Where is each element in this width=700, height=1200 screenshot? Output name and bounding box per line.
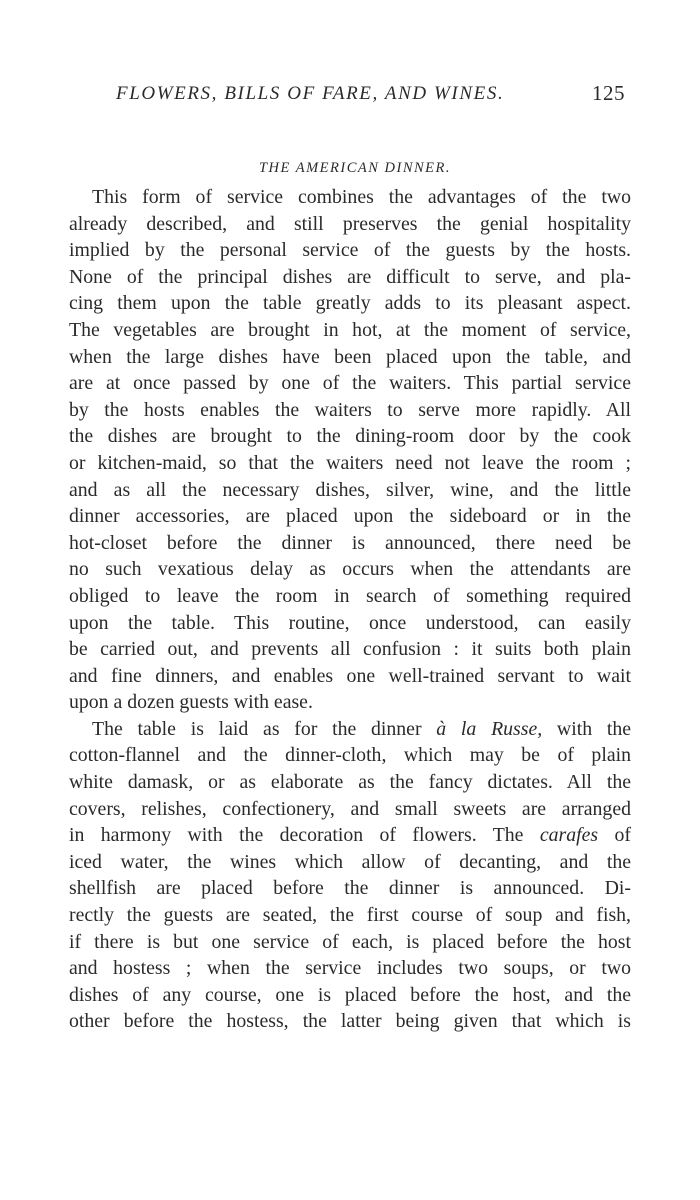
text-run: The table is laid as for the dinner [92, 717, 437, 740]
text-line: if there is but one service of each, is placed before the host [69, 930, 631, 953]
text-line: obliged to leave the room in search of something required [69, 584, 631, 607]
text-line: upon a dozen guests with ease. [69, 691, 313, 714]
text-line: already described, and still preserves the genial hospitality [69, 212, 631, 235]
text-line: covers, relishes, confectionery, and small sweets are arranged [69, 797, 631, 820]
text-run: in harmony with the decoration of flowers. The [69, 824, 540, 847]
text-line: cotton-flannel and the dinner-cloth, which may be of plain [69, 744, 631, 767]
italic-phrase: carafes [539, 824, 599, 847]
text-line: shellfish are placed before the dinner is announced. Di- [69, 877, 631, 900]
text-run: with the [542, 717, 632, 740]
text-line: and hostess ; when the service includes two soups, or two [69, 957, 631, 980]
text-run: of [598, 824, 631, 847]
text-line: or kitchen-maid, so that the waiters need not leave the room ; [69, 451, 631, 474]
text-line: implied by the personal service of the guests by the hosts. [69, 239, 631, 262]
text-line: white damask, or as elaborate as the fancy dictates. All the [69, 771, 631, 794]
text-line: The vegetables are brought in hot, at the moment of service, [69, 318, 631, 341]
text-line: iced water, the wines which allow of decanting, and the [69, 850, 631, 873]
text-line: rectly the guests are seated, the first course of soup and fish, [69, 904, 631, 927]
text-line [69, 716, 631, 743]
page-number: 125 [592, 81, 625, 105]
text-line: and fine dinners, and enables one well-trained servant to wait [69, 664, 631, 687]
body-text [69, 184, 631, 1035]
text-line: dinner accessories, are placed upon the sideboard or in the [69, 505, 631, 528]
text-line: be carried out, and prevents all confusion : it suits both plain [69, 638, 631, 661]
text-line: dishes of any course, one is placed before the host, and the [69, 983, 631, 1006]
running-title: FLOWERS, BILLS OF FARE, AND WINES. [116, 83, 505, 104]
page-header [0, 83, 700, 113]
italic-phrase: à la Russe, [436, 717, 543, 740]
text-line: upon the table. This routine, once understood, can easily [69, 611, 631, 634]
text-line: hot-closet before the dinner is announced, there need be [69, 531, 631, 554]
text-line: when the large dishes have been placed upon the table, and [69, 345, 631, 368]
text-line: cing them upon the table greatly adds to its pleasant aspect. [69, 292, 631, 315]
text-line: This form of service combines the advantages of the two [92, 186, 631, 208]
text-line: are at once passed by one of the waiters. This partial service [69, 372, 631, 395]
text-line: other before the hostess, the latter being given that which is [69, 1010, 631, 1033]
text-line: None of the principal dishes are difficult to serve, and pla- [69, 265, 631, 288]
text-line [69, 822, 631, 849]
text-line: the dishes are brought to the dining-room door by the cook [69, 425, 631, 448]
text-line: and as all the necessary dishes, silver, wine, and the little [69, 478, 631, 501]
text-line: by the hosts enables the waiters to serve more rapidly. All [69, 398, 631, 421]
text-line: no such vexatious delay as occurs when the attendants are [69, 558, 631, 581]
section-title: THE AMERICAN DINNER. [258, 160, 452, 176]
